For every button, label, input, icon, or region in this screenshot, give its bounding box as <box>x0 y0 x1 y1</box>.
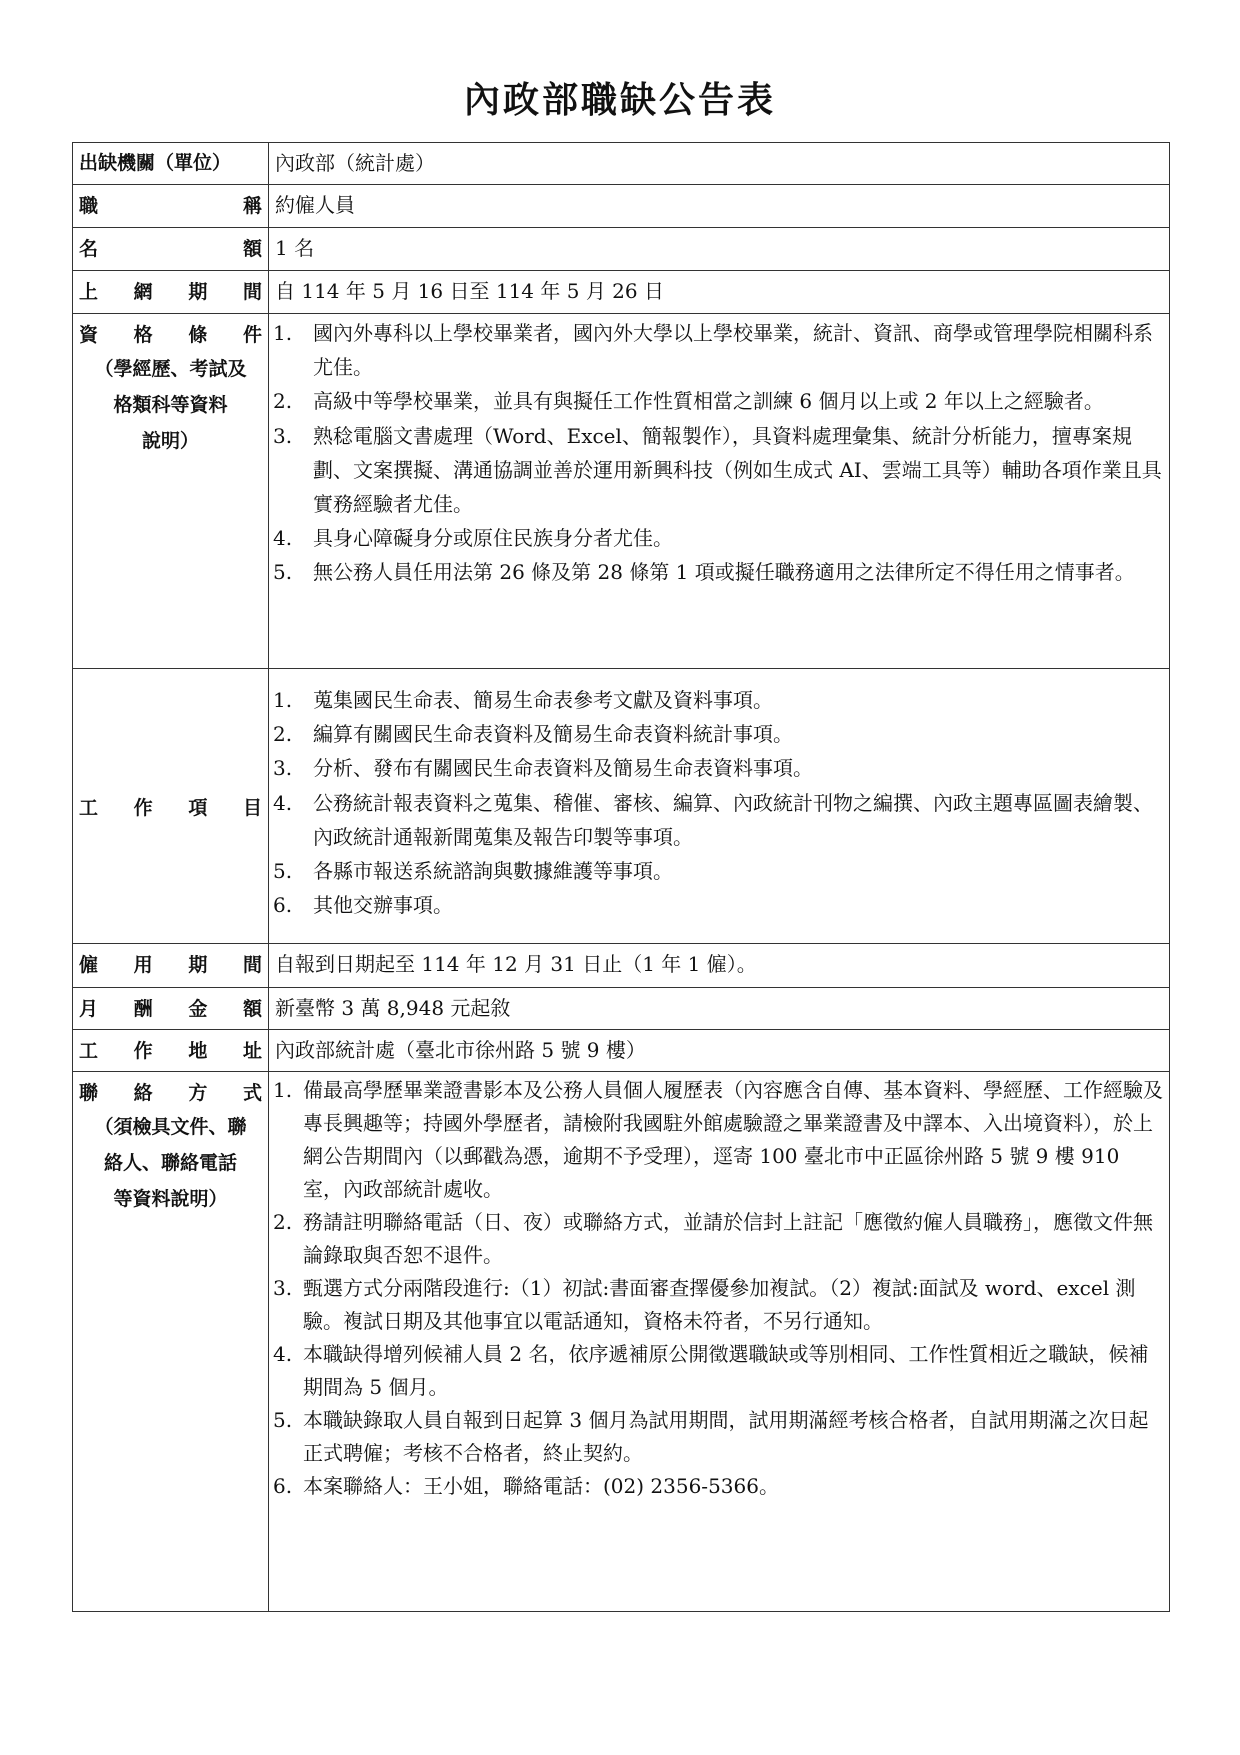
row-contact <box>73 1072 1170 1612</box>
label-char: 工 <box>79 796 99 819</box>
label-char: 額 <box>242 998 262 1020</box>
label-contact <box>73 1072 269 1612</box>
label-char: 聯 <box>79 1082 99 1104</box>
item-number: 5. <box>273 1408 293 1432</box>
note-line: （須檢具文件、聯 <box>94 1116 247 1138</box>
note-line: 說明） <box>141 430 199 452</box>
label-char: 期 <box>188 281 208 303</box>
value-salary <box>269 988 1170 1030</box>
list-item <box>273 316 1165 384</box>
page-title: 內政部職缺公告表 <box>463 79 776 121</box>
label-contact-note <box>73 1109 268 1217</box>
value-position-text: 約僱人員 <box>275 193 355 217</box>
item-number: 2. <box>273 1210 293 1234</box>
item-text: 國內外專科以上學校畢業者，國內外大學以上學校畢業，統計、資訊、商學或管理學院相關科系尤佳。 <box>313 321 1153 380</box>
row-qualifications <box>73 314 1170 669</box>
label-posting-period <box>73 271 269 314</box>
label-char: 額 <box>242 238 262 260</box>
item-text: 無公務人員任用法第 26 條及第 28 條第 1 項或擬任職務適用之法律所定不得任用之情事者。 <box>313 560 1135 585</box>
item-number: 1. <box>273 321 293 345</box>
value-position <box>269 185 1170 228</box>
label-char: 件 <box>242 324 262 346</box>
label-char: 式 <box>242 1082 262 1104</box>
list-item <box>273 888 1165 922</box>
label-char: 地 <box>188 1040 208 1062</box>
label-char: 項 <box>188 796 208 819</box>
item-text: 本職缺錄取人員自報到日起算 3 個月為試用期間，試用期滿經考核合格者，自試用期滿之次日起正式聘僱；考核不合格者，終止契約。 <box>303 1408 1149 1465</box>
item-text: 編算有關國民生命表資料及簡易生命表資料統計事項。 <box>313 722 793 747</box>
row-agency <box>73 143 1170 185</box>
label-quota <box>73 228 269 271</box>
value-location <box>269 1030 1170 1072</box>
item-text: 備最高學歷畢業證書影本及公務人員個人履歷表（內容應含自傳、基本資料、學經歷、工作經驗及專長興趣等；持國外學歷者，請檢附我國駐外館處驗證之畢業證書及中譯本、入出境資料），於上網公告期間內（以郵戳為憑，逾期不予受理），逕寄 100 臺北市中正區徐州路 5 號 9 樓 910 室，內政部統計處收。 <box>303 1078 1163 1201</box>
item-number: 1. <box>273 1078 293 1102</box>
value-agency-text: 內政部（統計處） <box>275 151 435 175</box>
item-number: 4. <box>273 526 293 551</box>
list-item <box>273 384 1165 418</box>
label-char: 稱 <box>242 195 262 217</box>
list-item <box>273 683 1165 717</box>
row-posting-period <box>73 271 1170 314</box>
note-line: 絡人、聯絡電話 <box>103 1152 237 1174</box>
list-item <box>273 555 1165 589</box>
contact-list <box>269 1072 1169 1507</box>
label-char: 作 <box>133 796 153 819</box>
label-duties <box>73 669 269 944</box>
note-line: 等資料說明） <box>113 1188 228 1210</box>
label-salary <box>73 988 269 1030</box>
item-text: 公務統計報表資料之蒐集、稽催、審核、編算、內政統計刊物之編撰、內政主題專區圖表繪製、內政統計通報新聞蒐集及報告印製等事項。 <box>313 790 1153 849</box>
label-char: 址 <box>242 1040 262 1062</box>
value-quota <box>269 228 1170 271</box>
label-char: 間 <box>242 954 262 976</box>
qualifications-list <box>269 314 1169 594</box>
list-item <box>273 419 1165 522</box>
item-number: 3. <box>273 1276 293 1300</box>
label-char: 僱 <box>79 954 99 976</box>
label-qualifications <box>73 314 269 669</box>
list-item <box>273 1338 1165 1404</box>
row-quota <box>73 228 1170 271</box>
item-number: 6. <box>273 893 293 918</box>
label-employment-period <box>73 944 269 988</box>
label-char: 方 <box>188 1082 208 1104</box>
label-char: 工 <box>79 1040 99 1062</box>
label-agency-text: 出缺機關（單位） <box>79 152 232 174</box>
item-text: 熟稔電腦文書處理（Word、Excel、簡報製作），具資料處理彙集、統計分析能力，擅專案規劃、文案撰擬、溝通協調並善於運用新興科技（例如生成式 AI、雲端工具等）輔助各項作業且具實務經驗者尤佳。 <box>313 423 1162 517</box>
item-number: 1. <box>273 688 293 712</box>
label-char: 金 <box>188 998 208 1020</box>
label-char: 職 <box>79 195 99 217</box>
label-char: 格 <box>133 324 153 346</box>
item-text: 甄選方式分兩階段進行:（1）初試:書面審查擇優參加複試。（2）複試:面試及 word、excel 測驗。複試日期及其他事宜以電話通知，資格未符者，不另行通知。 <box>303 1276 1136 1333</box>
label-char: 資 <box>79 324 99 346</box>
row-salary <box>73 988 1170 1030</box>
label-char: 月 <box>79 998 99 1020</box>
list-item <box>273 1272 1165 1338</box>
label-qualifications-note <box>73 351 268 459</box>
item-text: 具身心障礙身分或原住民族身分者尤佳。 <box>313 526 673 551</box>
item-text: 本職缺得增列候補人員 2 名，依序遞補原公開徵選職缺或等別相同、工作性質相近之職缺，候補期間為 5 個月。 <box>303 1342 1149 1399</box>
item-text: 本案聯絡人：王小姐，聯絡電話：(02) 2356-5366。 <box>303 1474 779 1498</box>
value-posting-period-text: 自 114 年 5 月 16 日至 114 年 5 月 26 日 <box>275 279 664 303</box>
list-item <box>273 717 1165 751</box>
value-posting-period <box>269 271 1170 314</box>
duties-list <box>269 669 1169 926</box>
label-char: 條 <box>188 324 208 346</box>
label-char: 用 <box>133 954 153 976</box>
list-item <box>273 521 1165 555</box>
value-location-text: 內政部統計處（臺北市徐州路 5 號 9 樓） <box>275 1038 646 1062</box>
list-item <box>273 751 1165 785</box>
label-char: 酬 <box>133 998 153 1020</box>
label-char: 名 <box>79 238 99 260</box>
item-number: 5. <box>273 859 293 884</box>
item-text: 高級中等學校畢業，並具有與擬任工作性質相當之訓練 6 個月以上或 2 年以上之經驗者。 <box>313 389 1104 414</box>
item-number: 3. <box>273 423 293 448</box>
item-text: 各縣市報送系統諮詢與數據維護等事項。 <box>313 859 673 884</box>
item-text: 分析、發布有關國民生命表資料及簡易生命表資料事項。 <box>313 756 813 781</box>
value-employment-period-text: 自報到日期起至 114 年 12 月 31 日止（1 年 1 僱）。 <box>275 952 757 976</box>
note-line: 格類科等資料 <box>113 394 228 416</box>
label-char: 網 <box>133 281 153 303</box>
label-char: 期 <box>188 954 208 976</box>
value-contact <box>269 1072 1170 1612</box>
job-vacancy-table <box>72 142 1170 1612</box>
note-line: （學經歷、考試及 <box>94 358 247 380</box>
list-item <box>273 1404 1165 1470</box>
item-number: 2. <box>273 389 293 414</box>
value-qualifications <box>269 314 1170 669</box>
item-number: 6. <box>273 1474 293 1498</box>
label-char: 絡 <box>133 1082 153 1104</box>
label-location <box>73 1030 269 1072</box>
value-duties <box>269 669 1170 944</box>
item-number: 2. <box>273 722 293 747</box>
label-agency <box>73 143 269 185</box>
label-char: 間 <box>242 281 262 303</box>
row-position <box>73 185 1170 228</box>
label-position <box>73 185 269 228</box>
list-item <box>273 1074 1165 1206</box>
label-char: 作 <box>133 1040 153 1062</box>
item-number: 4. <box>273 1342 293 1366</box>
row-employment-period <box>73 944 1170 988</box>
row-duties <box>73 669 1170 944</box>
list-item <box>273 786 1165 854</box>
item-number: 4. <box>273 790 293 815</box>
item-text: 其他交辦事項。 <box>313 893 453 918</box>
item-number: 5. <box>273 560 293 585</box>
value-agency <box>269 143 1170 185</box>
item-number: 3. <box>273 756 293 781</box>
item-text: 務請註明聯絡電話（日、夜）或聯絡方式，並請於信封上註記「應徵約僱人員職務」，應徵文件無論錄取與否恕不退件。 <box>303 1210 1153 1267</box>
value-quota-text: 1 名 <box>275 236 315 260</box>
label-char: 上 <box>79 281 99 303</box>
item-text: 蒐集國民生命表、簡易生命表參考文獻及資料事項。 <box>313 688 773 712</box>
list-item <box>273 1206 1165 1272</box>
label-char: 目 <box>242 796 262 819</box>
list-item <box>273 854 1165 888</box>
value-salary-text: 新臺幣 3 萬 8,948 元起敘 <box>275 996 511 1020</box>
list-item <box>273 1470 1165 1503</box>
value-employment-period <box>269 944 1170 988</box>
row-location <box>73 1030 1170 1072</box>
